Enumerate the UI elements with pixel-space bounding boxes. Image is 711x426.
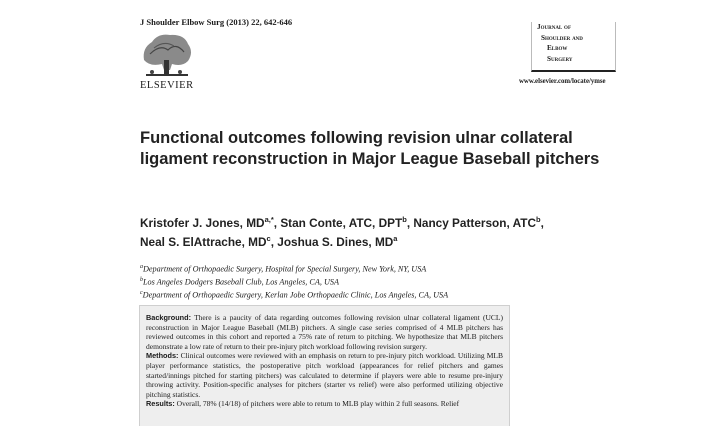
affiliation-item: $^b$Los Angeles Dodgers Baseball Club, Los Angeles, CA, USA: [140, 277, 339, 287]
journal-url-link[interactable]: www.elsevier.com/locate/ymse: [519, 78, 606, 85]
author-list: Kristofer J. Jones, $MD^{a,*}$, Stan Conte, ATC, DPT$^b$, Nancy Patterson, ATC$^b$, Neal S. ElAttrache, $MD^c$, Joshua S. Dines, $MD^a$: [140, 215, 544, 250]
author-name: Nancy Patterson, ATC: [413, 215, 536, 230]
author-affiliation-marker: b: [402, 215, 407, 224]
author-affiliation-marker: a: [393, 234, 398, 244]
author-name: Kristofer J. Jones, MD: [140, 215, 265, 230]
publisher-wordmark: ELSEVIER: [140, 80, 194, 91]
abstract-section-label: Methods:: [146, 351, 179, 361]
journal-name-line: Shoulder and: [541, 33, 583, 42]
affiliation-list: [140, 262, 610, 302]
abstract-section-label: Background:: [146, 313, 191, 322]
affiliation-item: $^c$Department of Orthopaedic Surgery, Kerlan Jobe Orthopaedic Clinic, Los Angeles, CA, USA: [140, 290, 449, 301]
abstract-methods: Methods: Clinical outcomes were reviewed with an emphasis on return to pre-injury pitch workload. Utilizing MLB player performance statistics, the postoperative pitch workload (appearances for relief pitchers and games started/innings pitched for starting pitchers) was calculated to determine if players were able to resume pre-injury throwing activity. Position-specific analyses for pitchers (starter vs relief) were also performed utilizing objective pitching statistics.: [146, 351, 503, 399]
author-affiliation-marker: b: [535, 215, 541, 224]
abstract-box: [139, 305, 510, 426]
abstract-section-label: Results:: [146, 399, 175, 409]
author-affiliation-marker: c: [266, 234, 271, 244]
author-affiliation-marker: a,*: [264, 215, 274, 224]
author-name: Joshua S. Dines, MD: [277, 235, 394, 250]
journal-name-line: Surgery: [547, 54, 573, 63]
abstract-background: Background: There is a paucity of data regarding outcomes following revision ulnar collateral ligament (UCL) reconstruction in Major League Baseball (MLB) pitchers. A single case series comprised of 4 MLB pitchers has reviewed outcomes in this cohort and reported a 75% rate of return to pitching. We hypothesize that MLB pitchers demonstrate a low rate of return to their pre-injury pitch workload following revision surgery.: [146, 313, 503, 351]
journal-logo-box: [531, 22, 616, 72]
article-title: Functional outcomes following revision ulnar collateral ligament reconstruction in Major League Baseball pitchers: [140, 129, 600, 168]
affiliation-item: $^a$Department of Orthopaedic Surgery, Hospital for Special Surgery, New York, NY, USA: [140, 264, 427, 274]
abstract-results: Results: Overall, 78% (14/18) of pitchers were able to return to MLB play within 2 full seasons. Relief: [146, 399, 460, 409]
author-name: Neal S. ElAttrache, MD: [140, 235, 267, 250]
journal-name-line: Journal of: [537, 23, 572, 31]
journal-name-line: Elbow: [547, 44, 568, 52]
author-name: Stan Conte, ATC, DPT: [280, 215, 403, 230]
elsevier-tree-logo: [140, 30, 194, 80]
journal-citation: J Shoulder Elbow Surg (2013) 22, 642-646: [140, 17, 293, 27]
